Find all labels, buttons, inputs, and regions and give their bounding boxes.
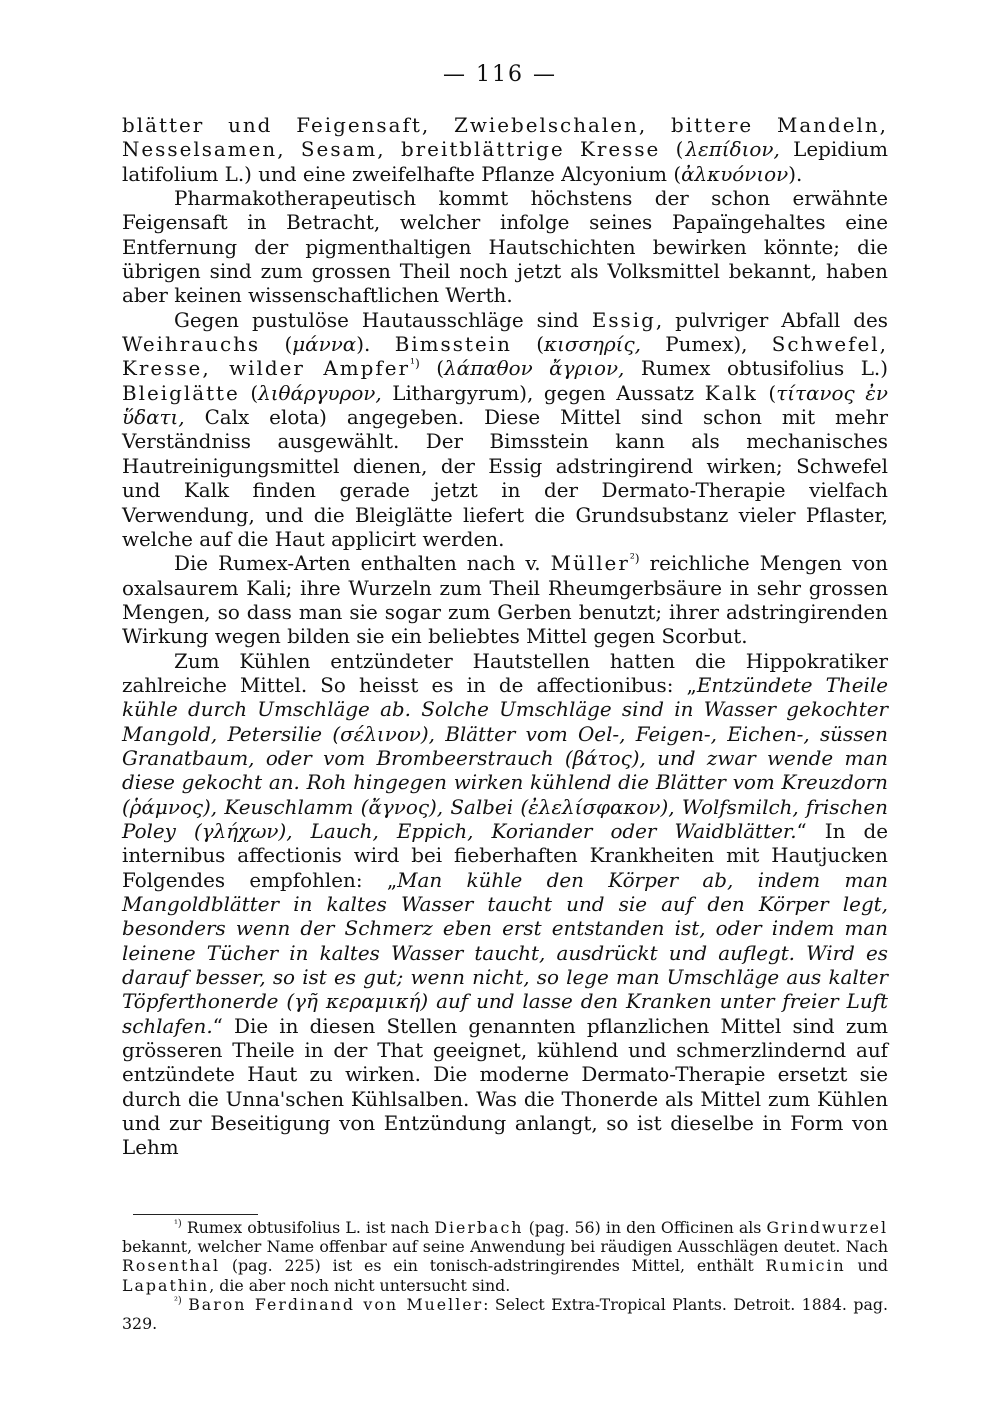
- text-segment: Pharmakotherapeutisch kommt höchstens der schon erwähnte Feigensaft in Betracht, welcher infolge seines Papaïngehaltes eine Entfernung der pigmenthaltigen Hautschichten bewirken könnte; die übrigen sind zum grossen Theil noch jetzt als Volksmittel bekannt, haben aber keinen wissenschaftlichen Werth.: [122, 187, 888, 308]
- text-segment: Dierbach: [434, 1218, 524, 1237]
- page-number: — 116 —: [443, 62, 557, 87]
- text-segment: “ In de internibus affectionis wird bei fieberhaften Krankheiten mit Hautjucken Folgendes empfohlen: „: [122, 819, 888, 892]
- footnote-marker: ¹): [174, 1218, 182, 1230]
- text-segment: Man kühle den Körper ab, indem man Mangoldblätter in kaltes Wasser taucht und sie auf den Körper legt, besonders wenn der Schmerz eben erst entstanden ist, oder indem man leinene Tücher in kaltes Wasser taucht, ausdrückt und auflegt. Wird es darauf besser, so ist es gut; wenn nicht, so lege man Umschläge aus kalter Töpferthonerde (γῆ κεραμική) auf und lasse den Kranken unter freier Luft schlafen.: [122, 868, 888, 1038]
- footnote: [122, 1295, 888, 1333]
- paragraph: [122, 650, 888, 1161]
- text-segment: : Select Extra-Tropical Plants. Detroit. 1884. pag. 329.: [122, 1294, 888, 1334]
- text-segment: (pag. 56) in den Officinen als: [523, 1218, 767, 1237]
- text-segment: Lepidium latifolium L.) und eine zweifelhafte Pflanze Alcyonium (: [122, 138, 888, 186]
- footnote-marker: ²): [629, 551, 640, 566]
- body-text: [122, 114, 888, 1161]
- text-segment: Die Rumex-Arten enthalten nach v.: [174, 552, 551, 576]
- text-segment: blätter und Feigensaft, Zwiebelschalen, bittere Mandeln, Nesselsamen, Sesam, breitblättrige Kresse (: [122, 114, 888, 162]
- text-segment: und: [845, 1256, 888, 1276]
- text-segment: Entzündete Theile kühle durch Umschläge ab. Solche Umschläge sind in Wasser gekochter Mangold, Petersilie (σέλινον), Blätter vom Oel-, Feigen-, Eichen-, süssen Granatbaum, oder vom Brombeerstrauch (βάτος), und zwar wende man diese gekocht an. Roh hingegen wirken kühlend die Blätter vom Kreuzdorn (ῥάμνος), Keuschlamm (ἄγνος), Salbei (ἐλελίσφακον), Wolfsmilch, frischen Poley (γλήχων), Lauch, Eppich, Koriander oder Waidblätter.: [122, 673, 888, 843]
- text-segment: (: [419, 357, 445, 381]
- paragraph: [122, 187, 888, 309]
- text-segment: Baron Ferdinand von Mueller: [188, 1294, 484, 1314]
- text-segment: (: [757, 381, 777, 405]
- text-segment: τίτανος ἐν ὕδατι,: [122, 381, 888, 430]
- footnote: [122, 1218, 888, 1295]
- text-segment: “ Die in diesen Stellen genannten pflanzlichen Mittel sind zum grösseren Theile in der That geeignet, kühlend und schmerzlindernd auf entzündete Haut zu wirken. Die moderne Dermato-Therapie ersetzt sie durch die Unna'schen Kühlsalben. Was die Thonerde als Mittel zum Kühlen und zur Beseitigung von Entzündung anlangt, so ist dieselbe in Form von Lehm: [122, 1014, 888, 1160]
- text-segment: Lapathin: [122, 1275, 210, 1295]
- text-segment: Grindwurzel: [766, 1218, 888, 1237]
- text-segment: Essig: [591, 308, 656, 332]
- footnote-marker: ²): [174, 1295, 182, 1307]
- paragraph: [122, 552, 888, 649]
- text-segment: , pulvriger Abfall des: [655, 308, 888, 332]
- footnote-marker: ¹): [410, 356, 420, 371]
- text-segment: Rosenthal: [122, 1256, 221, 1276]
- text-segment: Zum Kühlen entzündeter Hautstellen hatten die Hippokratiker zahlreiche Mittel. So heisst es in de affectionibus: „: [122, 649, 888, 697]
- text-segment: κισσηρίς,: [544, 333, 641, 357]
- footnotes: [122, 1218, 888, 1333]
- text-segment: λιθάργυρον,: [258, 381, 382, 405]
- text-segment: Rumicin: [765, 1256, 846, 1276]
- text-segment: ἀλκυόνιον: [681, 162, 789, 186]
- text-segment: Weihrauchs: [122, 333, 261, 357]
- text-segment: λάπαθον ἄγριον,: [444, 357, 625, 381]
- text-segment: , die aber noch nicht untersucht sind.: [209, 1275, 511, 1295]
- text-segment: Müller: [550, 552, 630, 576]
- text-segment: Schwefel, Kresse, wilder Ampfer: [122, 333, 888, 381]
- text-segment: Calx elota) angegeben. Diese Mittel sind schon mit mehr Verständniss ausgewählt. Der Bimsstein kann als mechanisches Hautreinigungsmittel dienen, der Essig adstringirend wirken; Schwefel und Kalk finden gerade jetzt in der Dermato-Therapie vielfach Verwendung, und die Bleiglätte liefert die Grundsubstanz vieler Pflaster, welche auf die Haut applicirt werden.: [122, 406, 888, 551]
- text-segment: μάννα: [292, 333, 357, 357]
- text-segment: Gegen pustulöse Hautausschläge sind: [174, 308, 592, 332]
- paragraph: [122, 309, 888, 552]
- footnote-rule: [133, 1214, 258, 1215]
- text-segment: (: [511, 333, 545, 357]
- text-segment: Rumex obtusifolius L.): [624, 357, 888, 381]
- text-segment: Bleiglätte: [122, 381, 240, 405]
- text-segment: (: [239, 381, 259, 405]
- text-segment: ).: [788, 162, 803, 186]
- text-segment: Pumex),: [640, 333, 772, 357]
- text-segment: Bimsstein: [394, 333, 512, 357]
- paragraph: [122, 114, 888, 187]
- text-segment: ).: [356, 333, 395, 357]
- text-segment: λεπίδιον,: [685, 138, 780, 162]
- text-segment: Kalk: [704, 381, 758, 405]
- text-segment: Lithargyrum), gegen Aussatz: [381, 381, 705, 405]
- text-segment: (pag. 225) ist es ein tonisch-adstringirendes Mittel, enthält: [220, 1256, 766, 1276]
- text-segment: Rumex obtusifolius L. ist nach: [181, 1218, 435, 1237]
- text-segment: reichliche Mengen von oxalsaurem Kali; ihre Wurzeln zum Theil Rheumgerbsäure in sehr grossen Mengen, so dass man sie sogar zum Gerben benutzt; ihrer adstringirenden Wirkung wegen bilden sie ein beliebtes Mittel gegen Scorbut.: [122, 552, 888, 649]
- text-segment: bekannt, welcher Name offenbar auf seine Anwendung bei räudigen Ausschlägen deutet. Nach: [122, 1237, 888, 1257]
- text-segment: (: [260, 333, 293, 357]
